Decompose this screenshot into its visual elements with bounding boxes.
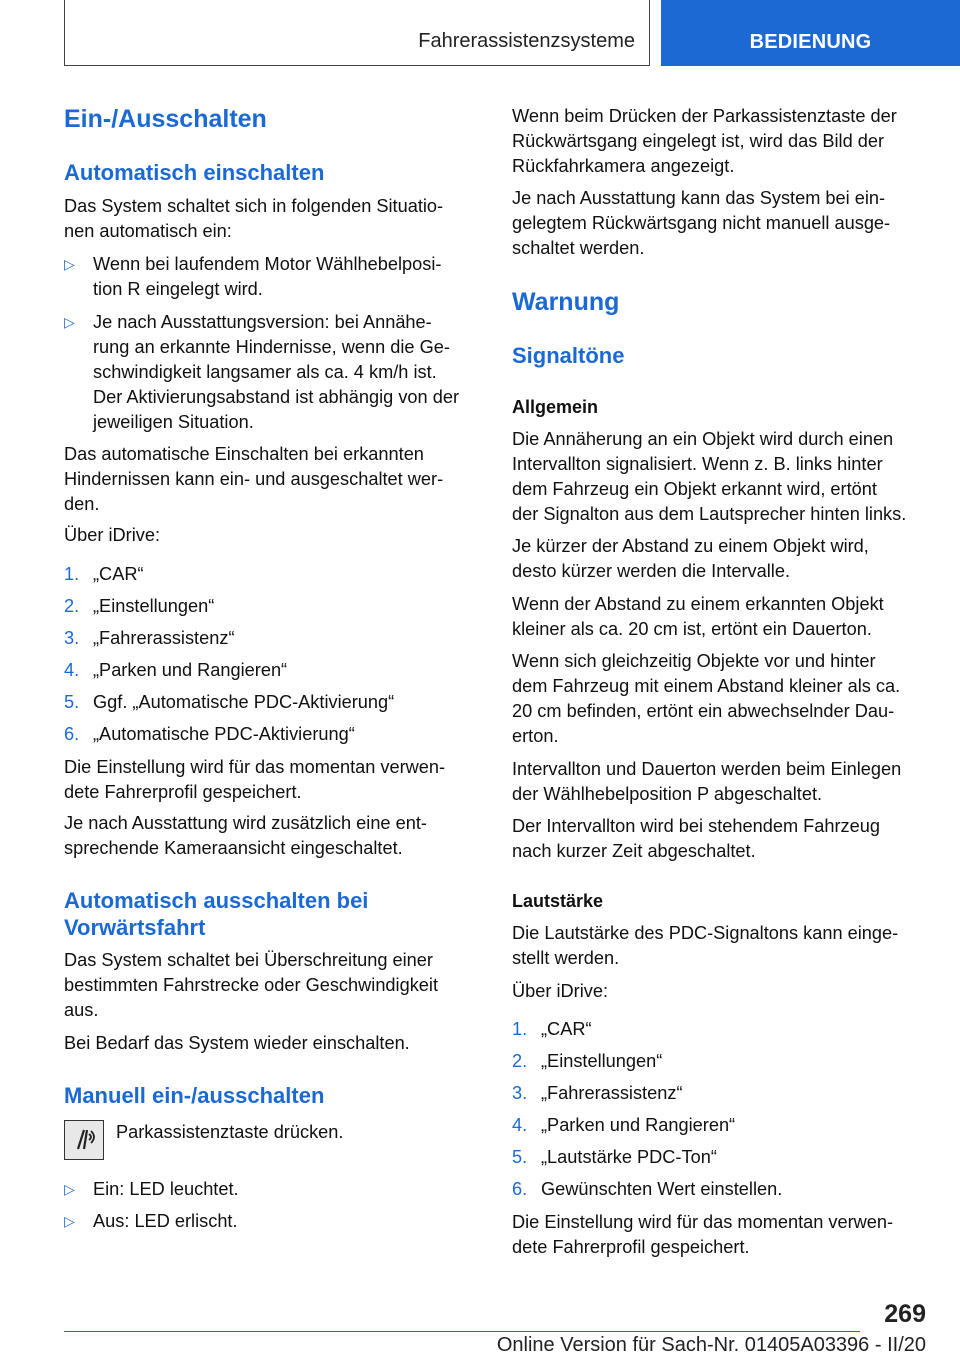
- footer-divider: [64, 1331, 860, 1332]
- list-item: ▷ Ein: LED leuchtet.: [64, 1177, 478, 1202]
- heading-automatisch-ausschalten: Automatisch ausschalten bei Vorwärtsfahrt: [64, 888, 369, 940]
- bullet-list-situations: [64, 252, 478, 435]
- paragraph-profile-volume: Die Einstellung wird für das momentan verwen- dete Fahrerprofil gespeichert.: [512, 1212, 894, 1257]
- paragraph-alternating-tone: Wenn sich gleichzeitig Objekte vor und hinter dem Fahrzeug mit einem Abstand kleiner als ca. 20 cm befinden, ertönt ein abwechselnder Dau- erton.: [512, 651, 901, 746]
- list-item: ▷ Wenn bei laufendem Motor Wählhebelposi- tion R eingelegt wird.: [64, 254, 442, 299]
- paragraph-interval-tone: Die Annäherung an ein Objekt wird durch einen Intervallton signalisiert. Wenn z. B. links hinter dem Fahrzeug ein Objekt erkannt wird, ertönt der Signalton aus dem Lautsprecher hinten links.: [512, 429, 907, 524]
- list-item: 2. „Einstellungen“: [512, 1051, 663, 1071]
- list-item: 4. „Parken und Rangieren“: [64, 660, 288, 680]
- heading-ein-ausschalten: Ein-/Ausschalten: [64, 105, 267, 133]
- list-item: 6. „Automatische PDC-Aktivierung“: [64, 724, 355, 744]
- paragraph-auto-off: Das System schaltet bei Überschreitung einer bestimmten Fahrstrecke oder Geschwindigkeit aus.: [64, 950, 439, 1020]
- heading-warnung: Warnung: [512, 288, 620, 316]
- paragraph-reverse-camera: Wenn beim Drücken der Parkassistenztaste der Rückwärtsgang eingelegt ist, wird das Bild der Rückfahrkamera angezeigt.: [512, 106, 897, 176]
- header-chapter-label: BEDIENUNG: [749, 31, 872, 53]
- park-assist-key-icon: [64, 1120, 104, 1160]
- paragraph-tone-off-stationary: Der Intervallton wird bei stehendem Fahrzeug nach kurzer Zeit abgeschaltet.: [512, 816, 880, 861]
- header-chapter-tab: [661, 0, 960, 66]
- paragraph-camera: Je nach Ausstattung wird zusätzlich eine ent- sprechende Kameraansicht eingeschaltet.: [64, 813, 427, 858]
- paragraph-idrive: Über iDrive:: [64, 525, 161, 545]
- header-section-box: [64, 0, 650, 66]
- paragraph-idrive-volume: Über iDrive:: [512, 981, 609, 1001]
- bullet-list-led: [64, 1177, 478, 1234]
- list-item: 5. „Lautstärke PDC-Ton“: [512, 1147, 717, 1167]
- paragraph-volume: Die Lautstärke des PDC-Signaltons kann einge- stellt werden.: [512, 923, 899, 968]
- paragraph-obstacles: Das automatische Einschalten bei erkannten Hindernissen kann ein- und ausgeschaltet wer- den.: [64, 444, 444, 514]
- list-item: 4. „Parken und Rangieren“: [512, 1115, 736, 1135]
- triangle-bullet-icon: ▷: [64, 1181, 75, 1197]
- paragraph-intro: Das System schaltet sich in folgenden Situatio- nen automatisch ein:: [64, 196, 444, 241]
- triangle-bullet-icon: ▷: [64, 314, 75, 330]
- heading-signaltoene: Signaltöne: [512, 343, 625, 368]
- numbered-list-volume: [512, 1017, 932, 1202]
- list-item: ▷ Aus: LED erlischt.: [64, 1209, 478, 1234]
- paragraph-continuous-tone: Wenn der Abstand zu einem erkannten Objekt kleiner als ca. 20 cm ist, ertönt ein Dauerton.: [512, 594, 884, 639]
- list-item: 3. „Fahrerassistenz“: [512, 1083, 683, 1103]
- paragraph-profile: Die Einstellung wird für das momentan verwen- dete Fahrerprofil gespeichert.: [64, 757, 446, 802]
- paragraph-shorter-intervals: Je kürzer der Abstand zu einem Objekt wird, desto kürzer werden die Intervalle.: [512, 536, 869, 581]
- list-item: 1. „CAR“: [512, 1019, 592, 1039]
- heading-manuell: Manuell ein-/ausschalten: [64, 1083, 325, 1108]
- heading-automatisch-einschalten: Automatisch einschalten: [64, 160, 325, 185]
- triangle-bullet-icon: ▷: [64, 256, 75, 272]
- header-section-title: Fahrerassistenzsysteme: [418, 30, 635, 52]
- paragraph-reactivate: Bei Bedarf das System wieder einschalten.: [64, 1033, 410, 1053]
- list-item: 3. „Fahrerassistenz“: [64, 628, 235, 648]
- park-assist-key-row: [64, 1114, 478, 1158]
- list-item: 6. Gewünschten Wert einstellen.: [512, 1179, 783, 1199]
- footer-online-version: Online Version für Sach-Nr. 01405A03396 - II/20: [496, 1334, 926, 1356]
- numbered-list-auto-on: [64, 562, 478, 747]
- paragraph-key-press: Parkassistenztaste drücken.: [116, 1122, 344, 1142]
- triangle-bullet-icon: ▷: [64, 1213, 75, 1229]
- list-item: ▷ Je nach Ausstattungsversion: bei Annähe- rung an erkannte Hindernisse, wenn die Ge- schwindigkeit langsamer als ca. 4 km/h ist. Der Aktivierungsabstand ist abhängig von der jeweiligen Situation.: [64, 312, 459, 432]
- heading-allgemein: Allgemein: [512, 397, 599, 417]
- page-number: 269: [884, 1300, 926, 1328]
- paragraph-tone-off-p: Intervallton und Dauerton werden beim Einlegen der Wählhebelposition P abgeschaltet.: [512, 759, 902, 804]
- paragraph-reverse-gear: Je nach Ausstattung kann das System bei ein- gelegtem Rückwärtsgang nicht manuell ausge- schaltet werden.: [512, 188, 891, 258]
- heading-lautstaerke: Lautstärke: [512, 891, 604, 911]
- list-item: 2. „Einstellungen“: [64, 596, 215, 616]
- list-item: 1. „CAR“: [64, 564, 144, 584]
- list-item: 5. Ggf. „Automatische PDC-Aktivierung“: [64, 692, 395, 712]
